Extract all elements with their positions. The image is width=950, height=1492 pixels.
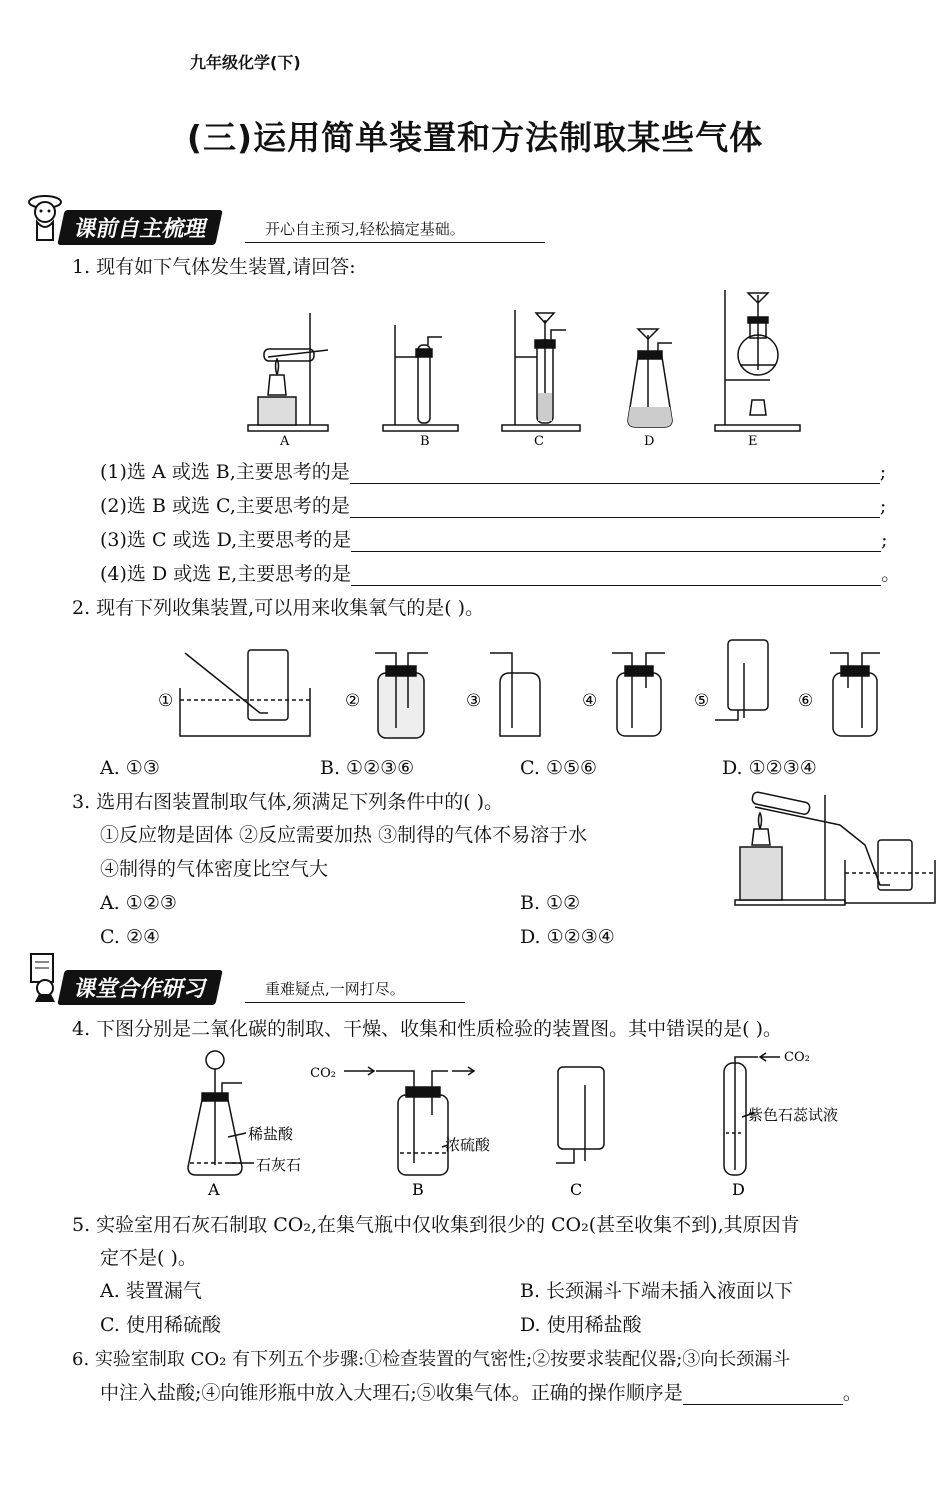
q4-figure [180, 1045, 870, 1205]
svg-text:石灰石: 石灰石 [256, 1156, 302, 1174]
q2-option-a[interactable]: A. ①③ [100, 757, 160, 779]
svg-text:CO₂: CO₂ [310, 1066, 336, 1081]
q3-figure [730, 785, 940, 910]
q2-figure [150, 628, 890, 743]
section1-subtitle: 开心自主预习,轻松搞定基础。 [265, 220, 465, 238]
section-banner-class [25, 970, 925, 1004]
q1-sub-3: (3)选 C 或选 D,主要思考的是 ; [100, 529, 888, 551]
q2-option-b[interactable]: B. ①②③⑥ [320, 757, 415, 779]
svg-text:②: ② [345, 691, 361, 711]
q3-condition-line2: ④制得的气体密度比空气大 [100, 858, 329, 880]
q5-option-a[interactable]: A. 装置漏气 [100, 1280, 202, 1302]
q5-stem-line2: 定不是( )。 [100, 1247, 197, 1269]
q4-stem: 4. 下图分别是二氧化碳的制取、干燥、收集和性质检验的装置图。其中错误的是( )。 [72, 1018, 783, 1040]
svg-text:④: ④ [582, 691, 598, 711]
answer-blank[interactable] [351, 533, 881, 552]
svg-text:A: A [208, 1180, 220, 1199]
section2-subtitle: 重难疑点,一网打尽。 [265, 980, 405, 998]
svg-text:CO₂: CO₂ [784, 1050, 810, 1065]
q1-sub-1: (1)选 A 或选 B,主要思考的是 ; [100, 461, 887, 483]
section1-label: 课前自主梳理 [57, 210, 222, 245]
svg-text:B: B [412, 1180, 424, 1199]
svg-text:③: ③ [466, 691, 482, 711]
page-header: 九年级化学(下) [190, 53, 301, 72]
q3-option-d[interactable]: D. ①②③④ [520, 926, 615, 948]
q3-option-c[interactable]: C. ②④ [100, 926, 161, 948]
svg-text:C: C [570, 1180, 583, 1199]
svg-text:紫色石蕊试液: 紫色石蕊试液 [748, 1106, 839, 1124]
q5-option-d[interactable]: D. 使用稀盐酸 [520, 1314, 642, 1336]
q2-option-d[interactable]: D. ①②③④ [722, 757, 817, 779]
divider [245, 1002, 465, 1003]
q6-stem-line1: 6. 实验室制取 CO₂ 有下列五个步骤:①检查装置的气密性;②按要求装配仪器;③向长颈漏斗 [72, 1349, 791, 1370]
answer-blank[interactable] [683, 1386, 843, 1405]
svg-text:稀盐酸: 稀盐酸 [248, 1125, 294, 1143]
section-banner-preview [25, 210, 925, 244]
svg-text:①: ① [158, 691, 174, 711]
q6-stem-line2: 中注入盐酸;④向锥形瓶中放入大理石;⑤收集气体。正确的操作顺序是 。 [100, 1382, 862, 1404]
q5-option-b[interactable]: B. 长颈漏斗下端未插入液面以下 [520, 1280, 794, 1302]
page-title: (三)运用简单装置和方法制取某些气体 [186, 118, 764, 157]
q2-option-c[interactable]: C. ①⑤⑥ [520, 757, 598, 779]
svg-text:A: A [280, 434, 290, 449]
q1-figure [240, 285, 810, 455]
q1-stem: 1. 现有如下气体发生装置,请回答: [72, 256, 356, 278]
q3-option-a[interactable]: A. ①②③ [100, 892, 177, 914]
answer-blank[interactable] [350, 499, 880, 518]
q3-stem: 3. 选用右图装置制取气体,须满足下列条件中的( )。 [72, 791, 504, 813]
q3-option-b[interactable]: B. ①② [520, 892, 581, 914]
svg-text:C: C [534, 434, 544, 449]
svg-text:D: D [732, 1180, 745, 1199]
answer-blank[interactable] [350, 465, 880, 484]
q1-sub-2: (2)选 B 或选 C,主要思考的是 ; [100, 495, 887, 517]
svg-text:D: D [644, 434, 655, 449]
svg-text:B: B [420, 434, 430, 449]
divider [245, 242, 545, 243]
svg-text:E: E [748, 434, 758, 449]
svg-text:⑤: ⑤ [694, 691, 710, 711]
q2-stem: 2. 现有下列收集装置,可以用来收集氧气的是( )。 [72, 597, 485, 619]
q1-sub-4: (4)选 D 或选 E,主要思考的是 。 [100, 563, 901, 585]
q3-condition-line1: ①反应物是固体 ②反应需要加热 ③制得的气体不易溶于水 [100, 824, 588, 846]
q5-stem-line1: 5. 实验室用石灰石制取 CO₂,在集气瓶中仅收集到很少的 CO₂(甚至收集不到),其原因肯 [72, 1214, 800, 1236]
answer-blank[interactable] [351, 567, 881, 586]
svg-text:⑥: ⑥ [798, 691, 814, 711]
svg-text:浓硫酸: 浓硫酸 [445, 1136, 491, 1154]
q5-option-c[interactable]: C. 使用稀硫酸 [100, 1314, 221, 1336]
section2-label: 课堂合作研习 [57, 970, 222, 1005]
